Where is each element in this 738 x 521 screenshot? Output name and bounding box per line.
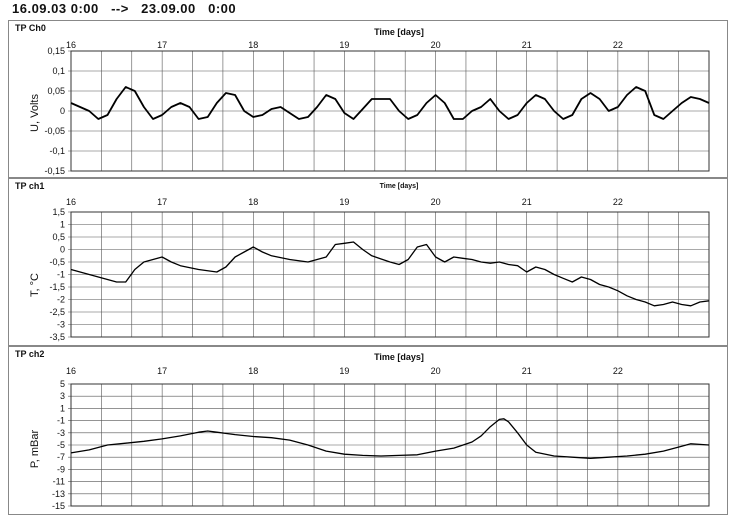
x-tick-label: 16 [65,40,77,50]
chart-panel-ch0 [8,20,728,178]
y-axis-title: T, °C [29,273,41,297]
x-tick-label: 21 [521,197,532,207]
y-tick-label: 5 [59,379,65,389]
y-tick-label: -1,5 [49,282,65,292]
x-tick-label: 16 [65,366,77,376]
chart-title: TP ch2 [15,349,45,359]
x-tick-label: 20 [430,366,441,376]
y-tick-label: 0 [59,244,65,255]
y-tick-label: -3 [56,427,65,438]
y-axis-title: U, Volts [29,94,41,132]
y-tick-label: -0,15 [44,166,65,176]
chart-plot [9,21,727,177]
y-tick-label: 0,1 [52,66,65,76]
x-tick-label: 18 [248,366,259,376]
y-tick-label: -15 [51,501,65,511]
x-tick-label: 19 [339,366,350,376]
y-tick-label: 1 [59,219,65,230]
chart-title: TP ch1 [15,181,45,191]
y-tick-label: 0,5 [52,232,65,242]
chart-title: TP Ch0 [15,23,46,33]
y-tick-label: -0,5 [49,257,65,267]
x-tick-label: 18 [248,40,259,50]
series-line [71,87,709,119]
y-tick-label: -9 [56,464,65,475]
y-tick-label: 1,5 [52,207,65,217]
series-line [71,242,709,306]
y-tick-label: -0,05 [44,126,65,136]
x-tick-label: 21 [521,40,532,50]
y-tick-label: 0,15 [47,46,65,56]
x-tick-label: 22 [612,40,623,50]
y-tick-label: -11 [52,476,65,487]
x-tick-label: 20 [430,40,441,50]
x-tick-label: 20 [430,197,441,207]
y-tick-label: -5 [56,440,65,450]
x-tick-label: 22 [612,366,623,376]
chart-panel-ch2 [8,346,728,515]
y-tick-label: -1 [56,415,65,426]
y-tick-label: 3 [59,391,65,402]
x-axis-title: Time [days] [374,352,424,362]
y-tick-label: -13 [51,488,65,499]
chart-plot [9,179,727,345]
y-tick-label: -2,5 [49,307,65,317]
y-tick-label: -0,1 [49,146,65,156]
y-axis-title: P, mBar [29,429,41,469]
y-tick-label: 0,05 [47,86,65,96]
chart-plot [9,347,727,514]
x-tick-label: 17 [157,366,168,376]
x-tick-label: 21 [521,366,532,376]
x-tick-label: 22 [612,197,623,207]
series-line [71,419,709,459]
y-tick-label: 1 [59,403,65,414]
x-axis-title: Time [days] [374,27,424,37]
x-tick-label: 17 [157,197,168,207]
y-tick-label: -3 [56,319,65,330]
x-tick-label: 17 [157,40,168,50]
x-axis-title: Time [days] [379,183,419,190]
x-tick-label: 19 [339,197,350,207]
y-tick-label: -7 [56,452,65,463]
x-tick-label: 16 [65,197,77,207]
page-title: 16.09.03 0:00 --> 23.09.00 0:00 [12,1,237,16]
x-tick-label: 19 [339,40,350,50]
y-tick-label: -1 [56,269,65,280]
chart-panel-ch1 [8,178,728,346]
y-tick-label: -3,5 [49,332,65,342]
y-tick-label: -2 [56,294,65,305]
y-tick-label: 0 [59,106,65,116]
x-tick-label: 18 [248,197,259,207]
